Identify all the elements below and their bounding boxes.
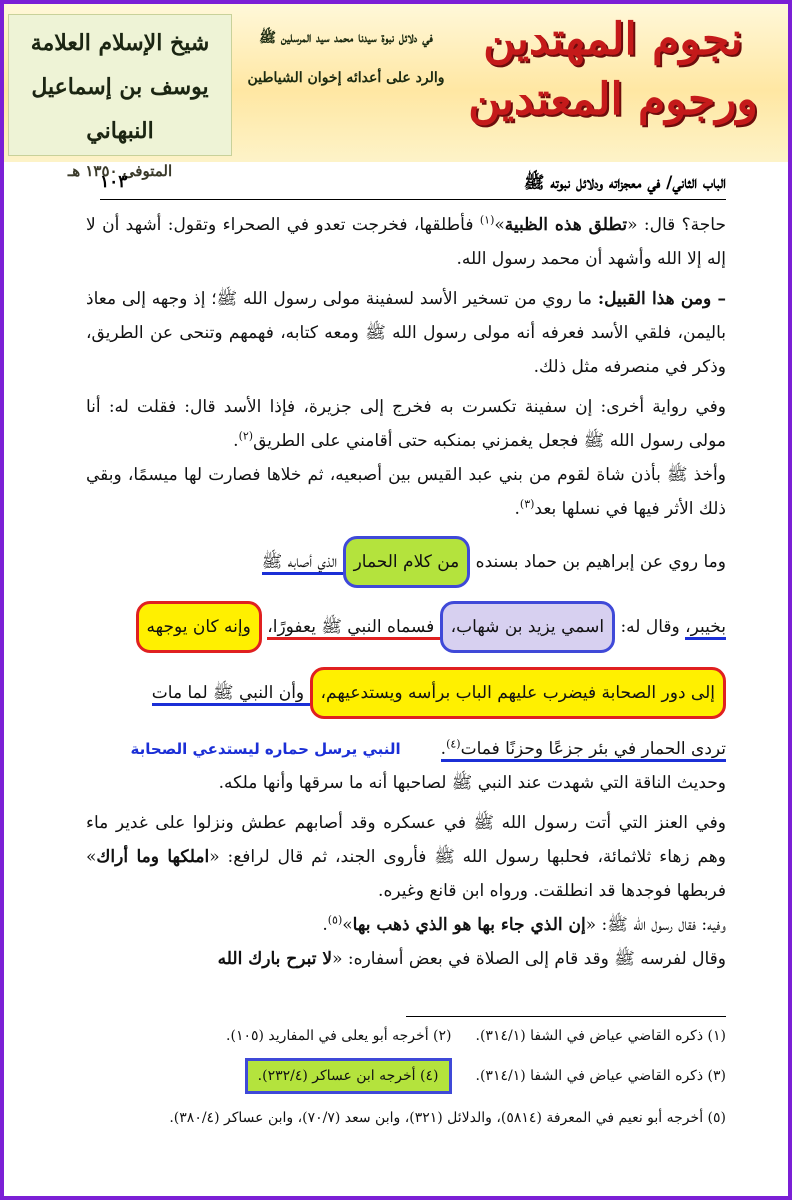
- paragraph-11: [86, 908, 726, 942]
- underlined-text: وأن النبي ﷺ لما مات: [152, 683, 310, 706]
- footnote-ref: (٥): [327, 913, 343, 927]
- text-run: وفي رواية أخرى: إن سفينة تكسرت به فخرج إلى جزيرة، فإذا الأسد قال: فقلت له: أنا مولى رسول الله ﷺ فجعل يغمزني بمنكبه حتى أقامني على الطريق: [86, 397, 726, 451]
- text-run: »: [342, 915, 353, 935]
- text-run: وفي العنز التي أتت رسول الله ﷺ في عسكره وقد أصابهم عطش ونزلوا على غدير ماء وهم زهاء ثلاثمائة، فحلبها رسول الله ﷺ فأروى الجند، ثم قال لرافع: «: [86, 813, 726, 867]
- footnote-1: (١) ذكره القاضي عياض في الشفا (٣١٤/١).: [475, 1028, 726, 1044]
- highlight-donkey-speech: من كلام الحمار: [343, 536, 471, 588]
- footnote-4-highlighted: (٤) أخرجه ابن عساكر (٢٣٢/٤).: [245, 1058, 452, 1094]
- highlight-knocks-doors: إلى دور الصحابة فيضرب عليهم الباب برأسه ويستدعيهم،: [310, 667, 726, 719]
- text-run: تردى الحمار في بئر جزعًا وحزنًا فمات: [460, 739, 726, 759]
- text-run: حاجة؟ قال: «: [627, 215, 726, 235]
- main-text: [86, 208, 726, 976]
- paragraph-1: [86, 208, 726, 276]
- text-run: فأطلقها، فخرجت تعدو في الصحراء وتقول: أشهد أن لا إله إلا الله وأشهد أن محمد رسول الله.: [86, 215, 726, 269]
- header-divider: [100, 199, 726, 200]
- book-title: [448, 10, 778, 160]
- footnote-divider: [406, 1016, 726, 1017]
- underlined-text-red: فسماه النبي ﷺ يعفورًا،: [267, 617, 439, 640]
- footnote-ref: (٢): [238, 429, 254, 443]
- paragraph-4: [86, 458, 726, 526]
- footnote-2: (٢) أخرجه أبو يعلى في المفاريد (١٠٥).: [226, 1028, 452, 1044]
- paragraph-7: [86, 662, 726, 724]
- section-lead: – ومن هذا القبيل:: [597, 289, 726, 309]
- highlight-donkey-name: اسمي يزيد بن شهاب،: [440, 601, 615, 653]
- highlight-sent-to-companions: وإنه كان يوجهه: [136, 601, 262, 653]
- paragraph-2: [86, 282, 726, 384]
- text-run: وقال لفرسه ﷺ وقد قام إلى الصلاة في بعض أسفاره: «: [332, 949, 726, 969]
- underlined-text: الذي أصابه ﷺ: [262, 552, 343, 575]
- author-line1: شيخ الإسلام العلامة: [30, 30, 210, 56]
- quoted-hadith: إن الذي جاء بها هو الذي ذهب بها: [352, 915, 586, 935]
- chapter-title: الباب الثاني/ في معجزاته ودلائل نبوته ﷺ: [523, 173, 726, 193]
- footnote-ref: (٤): [446, 737, 461, 751]
- text-run: .: [514, 499, 520, 519]
- book-banner: [4, 4, 788, 180]
- text-run: وفيه: فقال رسول الله ﷺ: «: [585, 915, 726, 935]
- text-run: .: [233, 431, 239, 451]
- text-run: »: [494, 215, 505, 235]
- page-number: ١٠٣: [100, 172, 128, 192]
- footnote-row: [86, 1058, 726, 1094]
- text-run: » فربطها فوجدها قد انطلقت. ورواه ابن قانع وغيره.: [86, 847, 726, 901]
- text-run: .: [322, 915, 328, 935]
- annotation-note: النبي يرسل حماره ليستدعي الصحابة: [130, 740, 401, 758]
- paragraph-9: [86, 766, 726, 800]
- underlined-text: بخيبر،: [685, 617, 726, 640]
- paragraph-5: [86, 534, 726, 590]
- text-run: ما روي من تسخير الأسد لسفينة مولى رسول الله ﷺ؛ إذ وجهه إلى معاذ باليمن، فلقي الأسد فعرفه أنه مولى رسول الله ﷺ ومعه كتابه، فهمهم وتنحى عن الطريق، وذكر في منصرفه مثل ذلك.: [86, 289, 726, 377]
- footnotes: [86, 1022, 726, 1132]
- running-header: [100, 170, 726, 198]
- paragraph-3: [86, 390, 726, 458]
- book-subtitle: [236, 18, 456, 148]
- footnote-3: (٣) ذكره القاضي عياض في الشفا (٣١٤/١).: [475, 1068, 726, 1084]
- author-line3: المتوفى ١٣٥٠ هـ: [67, 162, 173, 180]
- quoted-hadith: املكها وما أراك: [96, 847, 210, 867]
- underlined-text: [441, 739, 726, 762]
- book-title-line1: نجوم المهتدين: [483, 14, 743, 65]
- text-run: وأخذ ﷺ بأذن شاة لقوم من بني عبد القيس بين أصبعيه، ثم خلاها فصارت لها ميسمًا، وبقي ذلك الأثر فيها في نسلها بعد: [86, 465, 726, 519]
- footnote-5: (٥) أخرجه أبو نعيم في المعرفة (٥٨١٤)، والدلائل (٣٢١)، وابن سعد (٧٠/٧)، وابن عساكر (٣٨٠/٤).: [169, 1110, 726, 1126]
- book-subtitle-line1: في دلائل نبوة سيدنا محمد سيد المرسلين ﷺ: [259, 30, 433, 46]
- paragraph-12: [86, 942, 726, 976]
- footnote-5-block: [86, 1104, 726, 1132]
- paragraph-6: [86, 596, 726, 658]
- text-run: وقال له:: [615, 617, 686, 637]
- text-run: .: [440, 739, 447, 759]
- text-run: وحديث الناقة التي شهدت عند النبي ﷺ لصاحبها أنه ما سرقها وأنها ملكه.: [218, 773, 726, 793]
- footnote-ref: (١): [479, 213, 495, 227]
- quoted-hadith: لا تبرح بارك الله: [217, 949, 333, 969]
- paragraph-10: [86, 806, 726, 908]
- quoted-hadith: تطلق هذه الظبية: [504, 215, 628, 235]
- footnote-ref: (٣): [519, 497, 535, 511]
- author-block: [8, 14, 232, 180]
- footnote-row: [86, 1022, 726, 1050]
- author-line2: يوسف بن إسماعيل النبهاني: [31, 74, 209, 144]
- text-run: وما روي عن إبراهيم بن حماد بسنده: [470, 552, 726, 572]
- book-subtitle-line2: والرد على أعدائه إخوان الشياطين: [247, 70, 445, 86]
- paragraph-8: [86, 732, 726, 766]
- book-title-line2: ورجوم المعتدين: [468, 74, 758, 125]
